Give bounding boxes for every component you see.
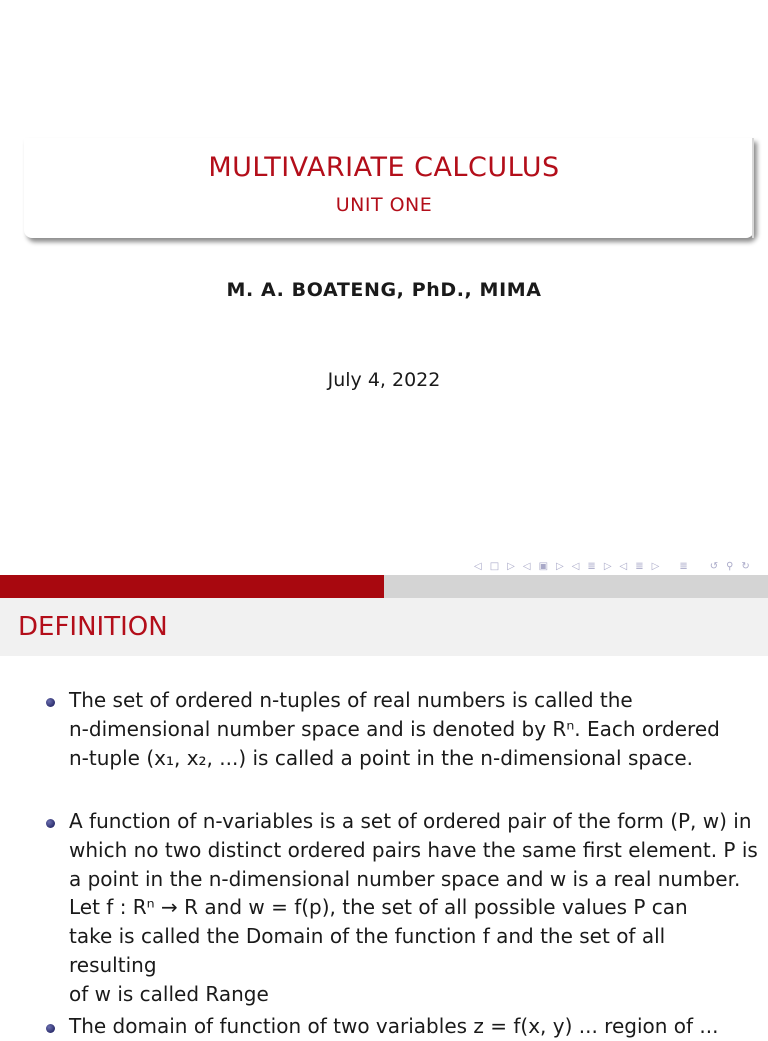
- prev-subsection-icon[interactable]: ◁: [571, 561, 580, 572]
- author-line: M. A. BOATENG, PhD., MIMA: [226, 279, 542, 301]
- progress-bar: [0, 575, 768, 598]
- slide-subtitle: UNIT ONE: [335, 194, 433, 216]
- back-icon[interactable]: ↺: [709, 561, 719, 572]
- bullet-icon: [46, 1024, 55, 1033]
- frame-title: DEFINITION: [18, 612, 168, 642]
- document-icon[interactable]: ≣: [679, 561, 688, 572]
- progress-fill: [0, 575, 384, 598]
- prev-section-icon[interactable]: ◁: [619, 561, 628, 572]
- prev-frame-icon[interactable]: ◁: [522, 561, 531, 572]
- search-icon[interactable]: ⚲: [726, 561, 734, 572]
- bullet-text: The domain of function of two variables z = f(x, y) ... region of ...: [69, 1014, 719, 1038]
- forward-icon[interactable]: ↻: [741, 561, 750, 572]
- bullet-text: A function of n-variables is a set of ordered pair of the form (P, w) in which no two distinct ordered pairs have the same first element. P is a point in the n-dimensional number space and w is a real number. Let f : Rⁿ → R and w = f(p), the set of all possible values P can take is called the Domain of the function f and the set of all resulting of w is called Range: [69, 809, 758, 1006]
- slide-icon[interactable]: □: [489, 561, 500, 572]
- section-icon[interactable]: ≣: [635, 561, 644, 572]
- next-subsection-icon[interactable]: ▷: [603, 561, 612, 572]
- date-line: July 4, 2022: [327, 369, 441, 391]
- next-slide-icon[interactable]: ▷: [507, 561, 515, 572]
- prev-slide-icon[interactable]: ◁: [474, 561, 482, 572]
- subsection-icon[interactable]: ≣: [587, 561, 596, 572]
- bullet-icon: [46, 698, 55, 707]
- slide-title: MULTIVARIATE CALCULUS: [208, 152, 560, 183]
- beamer-nav-bar[interactable]: [474, 560, 768, 574]
- next-section-icon[interactable]: ▷: [651, 561, 660, 572]
- next-frame-icon[interactable]: ▷: [556, 561, 564, 572]
- bullet-icon: [46, 819, 55, 828]
- frame-icon[interactable]: ▣: [538, 561, 549, 572]
- bullet-text: The set of ordered n-tuples of real numbers is called the n-dimensional number space and is denoted by Rⁿ. Each ordered n-tuple (x₁, x₂, ...) is called a point in the n-dimensional space.: [69, 688, 720, 770]
